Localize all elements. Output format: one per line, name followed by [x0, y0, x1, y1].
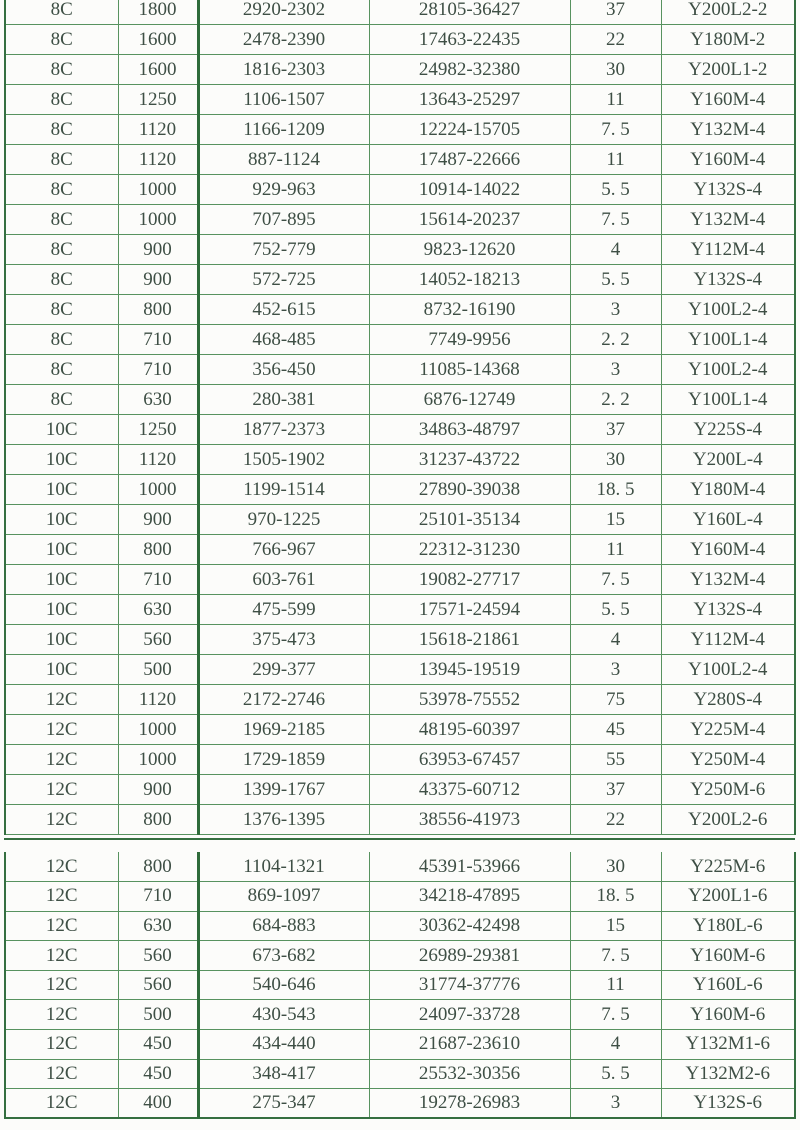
cell-motor-model: Y132S-4	[661, 175, 795, 205]
cell-motor-model: Y225M-4	[661, 715, 795, 745]
cell-power: 5. 5	[570, 265, 661, 295]
cell-range-2: 34218-47895	[369, 882, 570, 912]
table-row	[5, 1089, 795, 1119]
cell-range-1: 673-682	[198, 941, 369, 971]
cell-fan-model: 10C	[5, 565, 118, 595]
cell-range-1: 1505-1902	[198, 445, 369, 475]
table-row	[5, 235, 795, 265]
cell-range-1: 1729-1859	[198, 745, 369, 775]
table-row	[5, 882, 795, 912]
cell-power: 4	[570, 235, 661, 265]
cell-range-1: 1104-1321	[198, 852, 369, 882]
cell-power: 3	[570, 295, 661, 325]
cell-power: 3	[570, 655, 661, 685]
cell-speed: 1120	[118, 115, 198, 145]
cell-motor-model: Y250M-4	[661, 745, 795, 775]
cell-power: 45	[570, 715, 661, 745]
cell-speed: 1000	[118, 205, 198, 235]
cell-range-2: 27890-39038	[369, 475, 570, 505]
table-row	[5, 355, 795, 385]
cell-range-1: 452-615	[198, 295, 369, 325]
cell-range-2: 10914-14022	[369, 175, 570, 205]
cell-speed: 1600	[118, 25, 198, 55]
cell-range-2: 15618-21861	[369, 625, 570, 655]
cell-fan-model: 12C	[5, 1030, 118, 1060]
table-row	[5, 175, 795, 205]
cell-fan-model: 10C	[5, 505, 118, 535]
table-row	[5, 625, 795, 655]
cell-range-2: 31237-43722	[369, 445, 570, 475]
cell-fan-model: 8C	[5, 355, 118, 385]
cell-motor-model: Y100L2-4	[661, 355, 795, 385]
cell-fan-model: 8C	[5, 295, 118, 325]
cell-fan-model: 10C	[5, 655, 118, 685]
table-row	[5, 265, 795, 295]
cell-power: 30	[570, 852, 661, 882]
cell-fan-model: 10C	[5, 625, 118, 655]
cell-range-1: 707-895	[198, 205, 369, 235]
cell-power: 2. 2	[570, 325, 661, 355]
cell-range-2: 7749-9956	[369, 325, 570, 355]
table-row	[5, 1030, 795, 1060]
cell-range-1: 430-543	[198, 1000, 369, 1030]
cell-power: 30	[570, 55, 661, 85]
cell-speed: 630	[118, 911, 198, 941]
cell-range-1: 434-440	[198, 1030, 369, 1060]
cell-power: 5. 5	[570, 1059, 661, 1089]
table-row	[5, 805, 795, 835]
cell-fan-model: 8C	[5, 85, 118, 115]
cell-power: 7. 5	[570, 205, 661, 235]
cell-power: 11	[570, 85, 661, 115]
cell-fan-model: 8C	[5, 145, 118, 175]
spec-table-lower-section	[4, 852, 795, 1119]
cell-speed: 710	[118, 325, 198, 355]
cell-motor-model: Y200L1-2	[661, 55, 795, 85]
cell-speed: 1800	[118, 0, 198, 25]
cell-range-2: 38556-41973	[369, 805, 570, 835]
cell-range-2: 25532-30356	[369, 1059, 570, 1089]
cell-range-1: 375-473	[198, 625, 369, 655]
cell-fan-model: 12C	[5, 1059, 118, 1089]
cell-power: 37	[570, 0, 661, 25]
cell-range-1: 887-1124	[198, 145, 369, 175]
cell-fan-model: 8C	[5, 235, 118, 265]
table-row	[5, 115, 795, 145]
cell-motor-model: Y160L-6	[661, 970, 795, 1000]
cell-range-1: 1166-1209	[198, 115, 369, 145]
cell-motor-model: Y100L1-4	[661, 325, 795, 355]
table-row	[5, 745, 795, 775]
cell-power: 7. 5	[570, 941, 661, 971]
cell-motor-model: Y112M-4	[661, 625, 795, 655]
cell-range-2: 28105-36427	[369, 0, 570, 25]
cell-speed: 560	[118, 970, 198, 1000]
cell-fan-model: 12C	[5, 1089, 118, 1119]
cell-fan-model: 12C	[5, 882, 118, 912]
cell-power: 15	[570, 911, 661, 941]
cell-speed: 1120	[118, 145, 198, 175]
cell-range-2: 19082-27717	[369, 565, 570, 595]
cell-speed: 1120	[118, 445, 198, 475]
cell-motor-model: Y160M-4	[661, 145, 795, 175]
cell-fan-model: 8C	[5, 205, 118, 235]
cell-speed: 900	[118, 775, 198, 805]
table-row	[5, 535, 795, 565]
cell-speed: 1000	[118, 475, 198, 505]
cell-range-1: 1969-2185	[198, 715, 369, 745]
cell-fan-model: 10C	[5, 475, 118, 505]
cell-speed: 900	[118, 505, 198, 535]
cell-range-2: 53978-75552	[369, 685, 570, 715]
cell-range-1: 684-883	[198, 911, 369, 941]
cell-range-1: 766-967	[198, 535, 369, 565]
table-row	[5, 475, 795, 505]
cell-range-2: 26989-29381	[369, 941, 570, 971]
cell-motor-model: Y160M-6	[661, 941, 795, 971]
cell-motor-model: Y200L1-6	[661, 882, 795, 912]
table-row	[5, 85, 795, 115]
cell-fan-model: 12C	[5, 745, 118, 775]
cell-fan-model: 10C	[5, 445, 118, 475]
table-row	[5, 655, 795, 685]
cell-range-2: 22312-31230	[369, 535, 570, 565]
spec-table-upper-section	[4, 0, 795, 840]
cell-range-1: 752-779	[198, 235, 369, 265]
table-row	[5, 941, 795, 971]
table-row	[5, 205, 795, 235]
cell-power: 2. 2	[570, 385, 661, 415]
cell-fan-model: 12C	[5, 685, 118, 715]
table-row	[5, 1059, 795, 1089]
cell-speed: 1600	[118, 55, 198, 85]
cell-speed: 800	[118, 295, 198, 325]
cell-range-1: 1199-1514	[198, 475, 369, 505]
table-row	[5, 1000, 795, 1030]
cell-fan-model: 10C	[5, 595, 118, 625]
cell-range-1: 475-599	[198, 595, 369, 625]
cell-motor-model: Y200L2-6	[661, 805, 795, 835]
cell-power: 18. 5	[570, 882, 661, 912]
cell-motor-model: Y100L1-4	[661, 385, 795, 415]
table-row	[5, 415, 795, 445]
cell-fan-model: 8C	[5, 325, 118, 355]
cell-range-2: 12224-15705	[369, 115, 570, 145]
cell-range-2: 63953-67457	[369, 745, 570, 775]
cell-range-2: 45391-53966	[369, 852, 570, 882]
cell-motor-model: Y132S-4	[661, 595, 795, 625]
cell-speed: 900	[118, 235, 198, 265]
cell-motor-model: Y250M-6	[661, 775, 795, 805]
cell-range-1: 2478-2390	[198, 25, 369, 55]
cell-range-1: 572-725	[198, 265, 369, 295]
cell-power: 37	[570, 775, 661, 805]
cell-speed: 450	[118, 1030, 198, 1060]
cell-motor-model: Y280S-4	[661, 685, 795, 715]
cell-power: 55	[570, 745, 661, 775]
fan-spec-table-lower	[4, 852, 796, 1119]
cell-speed: 630	[118, 595, 198, 625]
cell-motor-model: Y100L2-4	[661, 295, 795, 325]
cell-motor-model: Y112M-4	[661, 235, 795, 265]
cell-speed: 1000	[118, 715, 198, 745]
cell-motor-model: Y225S-4	[661, 415, 795, 445]
cell-speed: 500	[118, 1000, 198, 1030]
cell-range-1: 603-761	[198, 565, 369, 595]
cell-range-2: 43375-60712	[369, 775, 570, 805]
cell-fan-model: 12C	[5, 970, 118, 1000]
cell-range-1: 348-417	[198, 1059, 369, 1089]
cell-range-1: 929-963	[198, 175, 369, 205]
table-row	[5, 685, 795, 715]
cell-motor-model: Y132M1-6	[661, 1030, 795, 1060]
fan-spec-table-upper	[4, 0, 796, 835]
cell-speed: 630	[118, 385, 198, 415]
cell-motor-model: Y160M-6	[661, 1000, 795, 1030]
cell-range-1: 1106-1507	[198, 85, 369, 115]
cell-power: 7. 5	[570, 1000, 661, 1030]
cell-speed: 1250	[118, 415, 198, 445]
table-row	[5, 295, 795, 325]
cell-motor-model: Y180L-6	[661, 911, 795, 941]
cell-speed: 900	[118, 265, 198, 295]
cell-speed: 1000	[118, 175, 198, 205]
cell-power: 3	[570, 1089, 661, 1119]
cell-motor-model: Y160L-4	[661, 505, 795, 535]
cell-fan-model: 12C	[5, 775, 118, 805]
cell-power: 3	[570, 355, 661, 385]
cell-fan-model: 12C	[5, 715, 118, 745]
cell-speed: 1000	[118, 745, 198, 775]
cell-speed: 1120	[118, 685, 198, 715]
cell-motor-model: Y200L-4	[661, 445, 795, 475]
table-row	[5, 715, 795, 745]
cell-range-2: 13643-25297	[369, 85, 570, 115]
spec-table-upper-body	[5, 0, 795, 835]
cell-speed: 710	[118, 882, 198, 912]
cell-speed: 800	[118, 805, 198, 835]
cell-fan-model: 12C	[5, 1000, 118, 1030]
cell-range-2: 8732-16190	[369, 295, 570, 325]
cell-power: 18. 5	[570, 475, 661, 505]
table-row	[5, 505, 795, 535]
cell-range-2: 17571-24594	[369, 595, 570, 625]
cell-power: 11	[570, 535, 661, 565]
cell-power: 11	[570, 145, 661, 175]
cell-range-2: 17487-22666	[369, 145, 570, 175]
cell-fan-model: 10C	[5, 415, 118, 445]
table-row	[5, 565, 795, 595]
cell-fan-model: 8C	[5, 265, 118, 295]
cell-speed: 500	[118, 655, 198, 685]
table-row	[5, 445, 795, 475]
cell-range-1: 280-381	[198, 385, 369, 415]
cell-power: 30	[570, 445, 661, 475]
cell-range-1: 1816-2303	[198, 55, 369, 85]
cell-speed: 400	[118, 1089, 198, 1119]
cell-motor-model: Y160M-4	[661, 85, 795, 115]
table-row	[5, 852, 795, 882]
cell-motor-model: Y132M-4	[661, 115, 795, 145]
cell-power: 75	[570, 685, 661, 715]
cell-range-2: 9823-12620	[369, 235, 570, 265]
cell-range-2: 11085-14368	[369, 355, 570, 385]
cell-speed: 450	[118, 1059, 198, 1089]
cell-range-1: 540-646	[198, 970, 369, 1000]
cell-fan-model: 8C	[5, 55, 118, 85]
cell-range-1: 1376-1395	[198, 805, 369, 835]
cell-speed: 560	[118, 625, 198, 655]
cell-power: 22	[570, 805, 661, 835]
cell-range-1: 2920-2302	[198, 0, 369, 25]
cell-fan-model: 10C	[5, 535, 118, 565]
cell-range-1: 468-485	[198, 325, 369, 355]
cell-power: 11	[570, 970, 661, 1000]
cell-fan-model: 12C	[5, 911, 118, 941]
cell-speed: 710	[118, 355, 198, 385]
table-row	[5, 25, 795, 55]
cell-range-1: 869-1097	[198, 882, 369, 912]
cell-motor-model: Y132M-4	[661, 565, 795, 595]
table-row	[5, 0, 795, 25]
cell-fan-model: 12C	[5, 852, 118, 882]
cell-motor-model: Y160M-4	[661, 535, 795, 565]
cell-fan-model: 8C	[5, 115, 118, 145]
cell-power: 7. 5	[570, 565, 661, 595]
cell-motor-model: Y200L2-2	[661, 0, 795, 25]
cell-range-1: 299-377	[198, 655, 369, 685]
cell-power: 5. 5	[570, 595, 661, 625]
cell-power: 37	[570, 415, 661, 445]
cell-range-1: 1877-2373	[198, 415, 369, 445]
cell-range-2: 19278-26983	[369, 1089, 570, 1119]
cell-speed: 800	[118, 852, 198, 882]
cell-range-1: 2172-2746	[198, 685, 369, 715]
cell-power: 4	[570, 625, 661, 655]
table-row	[5, 145, 795, 175]
cell-speed: 710	[118, 565, 198, 595]
cell-power: 7. 5	[570, 115, 661, 145]
table-row	[5, 911, 795, 941]
table-row	[5, 325, 795, 355]
cell-power: 22	[570, 25, 661, 55]
cell-speed: 1250	[118, 85, 198, 115]
cell-range-2: 13945-19519	[369, 655, 570, 685]
cell-fan-model: 8C	[5, 175, 118, 205]
spec-table-lower-body	[5, 852, 795, 1118]
table-row	[5, 775, 795, 805]
cell-motor-model: Y100L2-4	[661, 655, 795, 685]
cell-range-2: 6876-12749	[369, 385, 570, 415]
cell-speed: 560	[118, 941, 198, 971]
cell-range-2: 14052-18213	[369, 265, 570, 295]
cell-range-2: 25101-35134	[369, 505, 570, 535]
cell-range-2: 24982-32380	[369, 55, 570, 85]
table-row	[5, 55, 795, 85]
table-row	[5, 385, 795, 415]
cell-power: 15	[570, 505, 661, 535]
cell-power: 4	[570, 1030, 661, 1060]
cell-fan-model: 8C	[5, 0, 118, 25]
cell-motor-model: Y132M-4	[661, 205, 795, 235]
cell-motor-model: Y132S-4	[661, 265, 795, 295]
table-row	[5, 970, 795, 1000]
cell-motor-model: Y132S-6	[661, 1089, 795, 1119]
cell-range-2: 48195-60397	[369, 715, 570, 745]
cell-range-2: 30362-42498	[369, 911, 570, 941]
cell-range-1: 356-450	[198, 355, 369, 385]
cell-range-2: 31774-37776	[369, 970, 570, 1000]
table-row	[5, 595, 795, 625]
cell-range-2: 17463-22435	[369, 25, 570, 55]
cell-range-1: 1399-1767	[198, 775, 369, 805]
cell-range-1: 970-1225	[198, 505, 369, 535]
cell-range-2: 15614-20237	[369, 205, 570, 235]
cell-fan-model: 12C	[5, 941, 118, 971]
cell-range-2: 21687-23610	[369, 1030, 570, 1060]
cell-range-2: 34863-48797	[369, 415, 570, 445]
cell-motor-model: Y180M-2	[661, 25, 795, 55]
cell-motor-model: Y225M-6	[661, 852, 795, 882]
cell-speed: 800	[118, 535, 198, 565]
cell-fan-model: 8C	[5, 385, 118, 415]
cell-fan-model: 12C	[5, 805, 118, 835]
cell-fan-model: 8C	[5, 25, 118, 55]
cell-range-2: 24097-33728	[369, 1000, 570, 1030]
cell-motor-model: Y132M2-6	[661, 1059, 795, 1089]
cell-range-1: 275-347	[198, 1089, 369, 1119]
cell-motor-model: Y180M-4	[661, 475, 795, 505]
cell-power: 5. 5	[570, 175, 661, 205]
